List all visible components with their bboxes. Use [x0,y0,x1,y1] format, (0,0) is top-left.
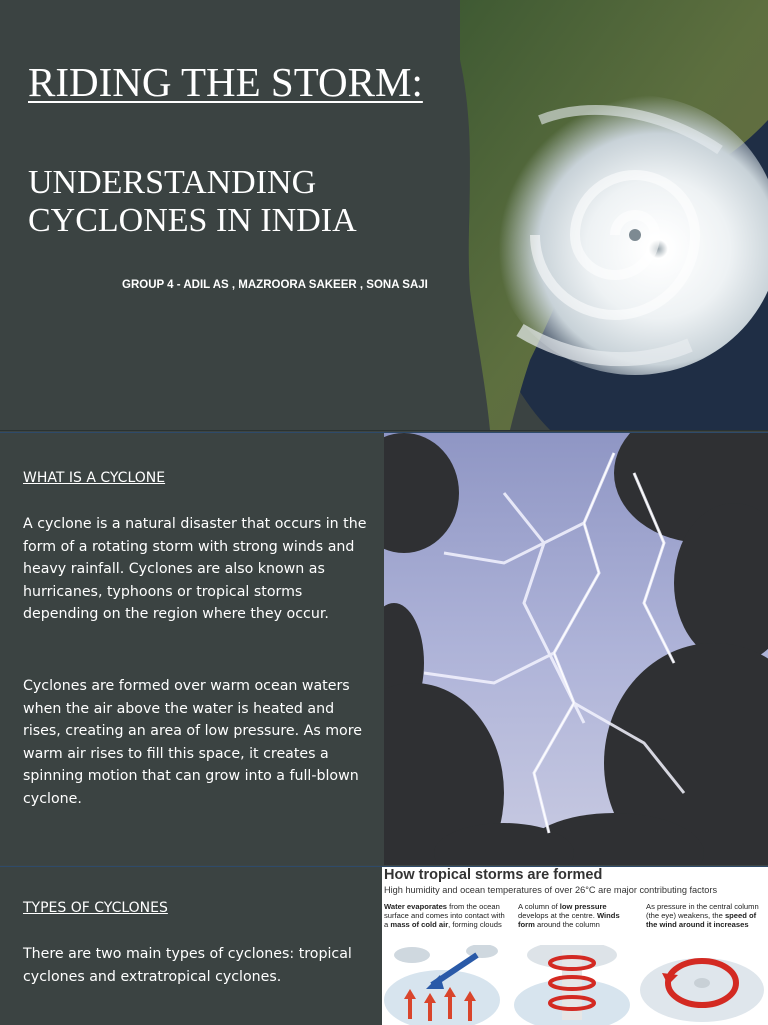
what-is-cyclone-slide [0,432,768,865]
section-heading: WHAT IS A CYCLONE [23,470,166,486]
infographic-step-3: As pressure in the central column (the eye) weakens, the speed of the wind around it increases [646,902,759,929]
section-heading: TYPES OF CYCLONES [23,900,168,916]
paragraph-definition: A cyclone is a natural disaster that occurs in the form of a rotating storm with strong winds and heavy rainfall. Cyclones are also known as hurricanes, typhoons or tropical storms depending on the region where they occur. [23,516,367,623]
tropical-storm-infographic [382,867,768,1025]
title-slide [0,0,768,431]
slide-title: RIDING THE STORM: [28,59,423,105]
infographic-step-2: A column of low pressure develops at the centre. Winds form around the column [518,902,620,929]
paragraph-types: There are two main types of cyclones: tropical cyclones and extratropical cyclones. [23,946,352,985]
types-of-cyclones-slide [0,866,768,1025]
lightning-storm-image [384,433,768,865]
infographic-illustration [382,945,768,1025]
paragraph-formation: Cyclones are formed over warm ocean waters when the air above the water is heated and rises, creating an area of low pressure. As more warm air rises to fill this space, it creates a spinning motion that can grow into a full-blown cyclone. [23,678,362,807]
cyclone-satellite-image [460,0,768,430]
infographic-step-1: Water evaporates from the ocean surface and comes into contact with a mass of cold air, forming clouds [384,902,505,929]
slide-subtitle: UNDERSTANDING CYCLONES IN INDIA [28,164,357,239]
infographic-title: How tropical storms are formed [384,867,603,883]
group-members: GROUP 4 - ADIL AS , MAZROORA SAKEER , SONA SAJI [122,279,428,291]
infographic-subtitle: High humidity and ocean temperatures of over 26°C are major contributing factors [384,885,718,895]
